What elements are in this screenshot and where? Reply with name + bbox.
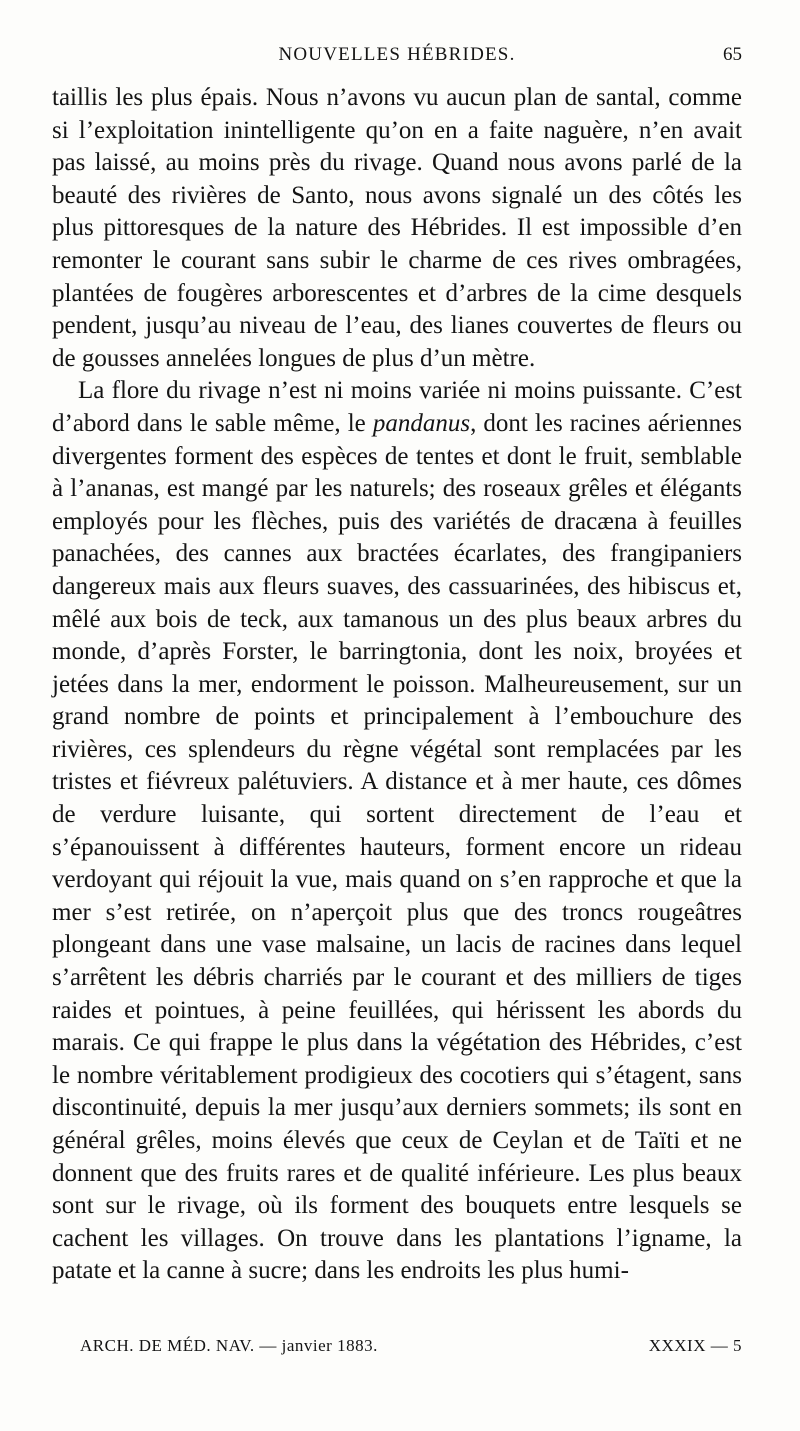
page-body [52, 82, 742, 1288]
page-footer [80, 1336, 742, 1366]
signature-mark: XXXIX — 5 [648, 1336, 742, 1355]
italic-term-pandanus: pandanus [372, 409, 471, 437]
running-title: NOUVELLES HÉBRIDES. [278, 44, 516, 65]
paragraph-2 [52, 375, 742, 1288]
page-number: 65 [723, 44, 742, 65]
journal-citation: ARCH. DE MÉD. NAV. — janvier 1883. [80, 1336, 378, 1355]
page-header [52, 38, 742, 78]
paragraph-2-text-start: La flore du rivage n’est ni moins variée ni moins puissante. C’est d’abord dans le sable même, le [52, 377, 742, 437]
paragraph-1: taillis les plus épais. Nous n’avons vu aucun plan de santal, comme si l’exploitation inintelligente qu’on en a faite naguère, n’en avait pas laissé, au moins près du rivage. Quand nous avons parlé de la beauté des rivières de Santo, nous avons signalé un des côtés les plus pittoresques de la nature des Hébrides. Il est impossible d’en remonter le courant sans subir le charme de ces rives ombragées, plantées de fougères arborescentes et d’arbres de la cime desquels pendent, jusqu’au niveau de l’eau, des lianes couvertes de fleurs ou de gousses annelées longues de plus d’un mètre. [52, 84, 742, 372]
paragraph-2-text-rest: , dont les racines aériennes divergentes forment des espèces de tentes et dont le fruit, semblable à l’ananas, est mangé par les naturels; des roseaux grêles et élégants employés pour les flèches, puis des variétés de dracæna à feuilles panachées, des cannes aux bractées écarlates, des frangipaniers dangereux mais aux fleurs suaves, des cassuarinées, des hibiscus et, mêlé aux bois de teck, aux tamanous un des plus beaux arbres du monde, d’après Forster, le barringtonia, dont les noix, broyées et jetées dans la mer, endorment le poisson. Malheureusement, sur un grand nombre de points et principalement à l’embouchure des rivières, ces splendeurs du règne végétal sont remplacées par les tristes et fiévreux palétuviers. A distance et à mer haute, ces dômes de verdure luisante, qui sortent directement de l’eau et s’épanouissent à différentes hauteurs, forment encore un rideau verdoyant qui réjouit la vue, mais quand on s’en rapproche et que la mer s’est retirée, on n’aperçoit plus que des troncs rougeâtres plongeant dans une vase malsaine, un lacis de racines dans lequel s’arrêtent les débris charriés par le courant et des milliers de tiges raides et pointues, à peine feuillées, qui hérissent les abords du marais. Ce qui frappe le plus dans la végétation des Hébrides, c’est le nombre véritablement prodigieux des cocotiers qui s’étagent, sans discontinuité, depuis la mer jusqu’aux derniers sommets; ils sont en général grêles, moins élevés que ceux de Ceylan et de Taïti et ne donnent que des fruits rares et de qualité inférieure. Les plus beaux sont sur le rivage, où ils forment des bouquets entre lesquels se cachent les villages. On trouve dans les plantations l’igname, la patate et la canne à sucre; dans les endroits les plus humi- [52, 409, 743, 1285]
